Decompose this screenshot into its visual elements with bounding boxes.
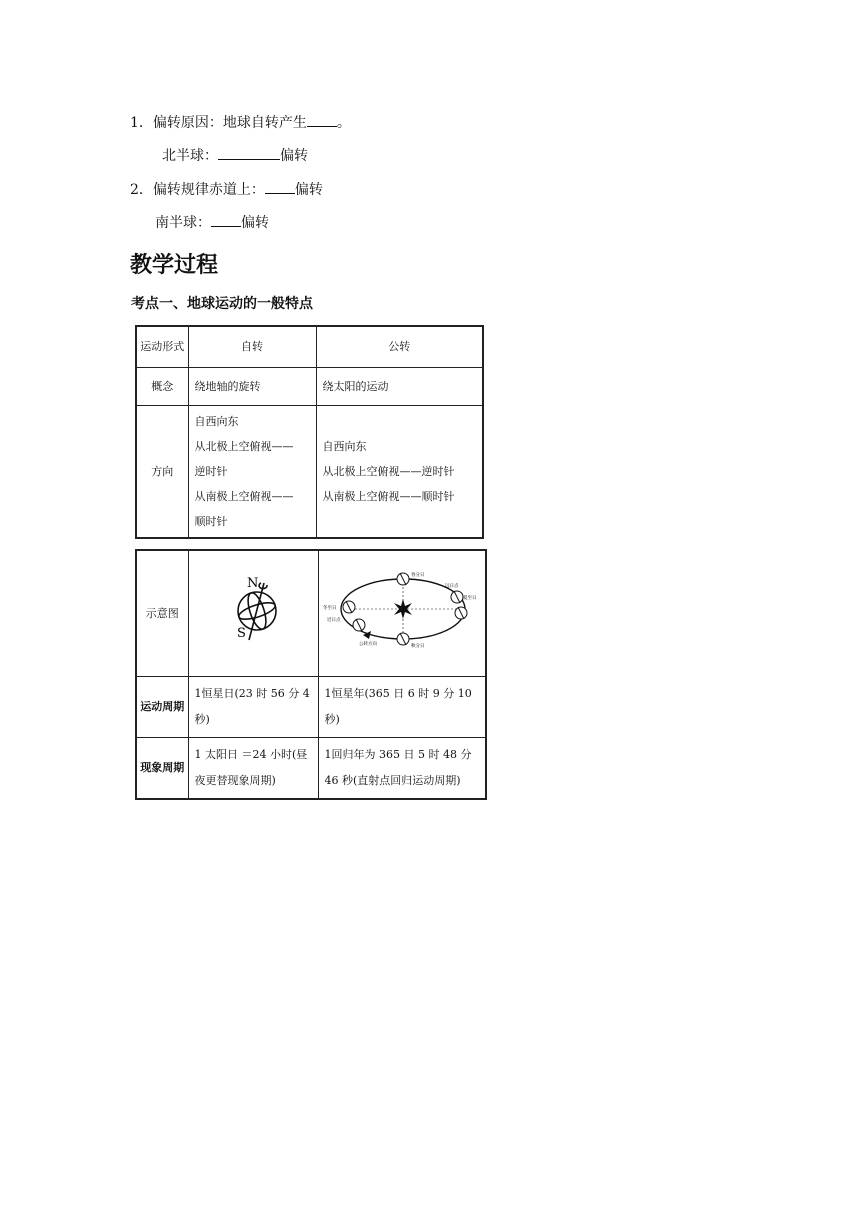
question-2 (130, 179, 323, 200)
row-label: 概念 (136, 368, 188, 406)
earth-position-icon (451, 591, 463, 603)
question-1 (130, 112, 351, 133)
direction-suffix: 偏转 (294, 182, 323, 198)
question-2-south (155, 212, 269, 233)
table-row (136, 550, 486, 677)
earth-position-icon (455, 607, 467, 619)
revolution-diagram-cell (318, 550, 486, 677)
table-cell: 绕太阳的运动 (316, 368, 483, 406)
cell-line: 从南极上空俯视—— (194, 490, 294, 503)
section-title: 教学过程 (130, 253, 219, 278)
table-header-cell: 运动形式 (136, 326, 188, 368)
cell-line: 自西向东 (194, 415, 239, 428)
question-number: 2． (130, 182, 153, 198)
table-row (136, 326, 483, 368)
table-header-cell: 自转 (188, 326, 316, 368)
earth-position-icon (353, 619, 365, 631)
earth-revolution-diagram (319, 551, 485, 667)
orbit-label: 近日点 (326, 618, 340, 623)
table-header-cell: 公转 (316, 326, 483, 368)
question-suffix: 。 (336, 115, 351, 131)
row-label: 运动周期 (136, 677, 188, 738)
earth-position-icon (343, 601, 355, 613)
question-number: 1． (130, 115, 153, 131)
cell-line: 从北极上空俯视——逆时针 (322, 465, 455, 478)
table-cell: 1恒星日(23 时 56 分 4 秒) (188, 677, 318, 738)
answer-blank[interactable] (211, 212, 241, 227)
answer-blank[interactable] (307, 112, 337, 127)
hemisphere-label: 北半球： (162, 148, 218, 164)
table-row (136, 738, 486, 800)
direction-suffix: 偏转 (241, 215, 269, 231)
earth-rotation-diagram (189, 551, 317, 667)
south-pole-label: S (236, 626, 246, 641)
table-row (136, 677, 486, 738)
cell-line: 自西向东 (322, 440, 367, 453)
north-pole-label: N (246, 576, 258, 591)
cell-line: 从南极上空俯视——顺时针 (322, 490, 455, 503)
orbit-label: 春分日 (410, 573, 424, 578)
earth-position-icon (397, 573, 409, 585)
cell-line: 顺时针 (194, 515, 228, 528)
cell-line: 逆时针 (194, 465, 228, 478)
answer-blank[interactable] (218, 145, 280, 160)
table-cell (188, 406, 316, 539)
answer-blank[interactable] (265, 179, 295, 194)
table-cell: 1回归年为 365 日 5 时 48 分 46 秒(直射点回归运动周期) (318, 738, 486, 800)
question-1-north (162, 145, 308, 166)
cell-line: 从北极上空俯视—— (194, 440, 294, 453)
earth-motion-table-2 (135, 549, 487, 800)
direction-suffix: 偏转 (280, 148, 308, 164)
orbit-label: 公转方向 (358, 642, 377, 647)
table-cell: 绕地轴的旋转 (188, 368, 316, 406)
orbit-label: 夏至日 (462, 596, 476, 601)
earth-motion-table-1 (135, 325, 484, 539)
orbit-label: 秋分日 (410, 644, 424, 649)
row-label: 方向 (136, 406, 188, 539)
table-cell: 1恒星年(365 日 6 时 9 分 10 秒) (318, 677, 486, 738)
rotation-diagram-cell (188, 550, 318, 677)
orbit-label: 冬至日 (322, 606, 336, 611)
table-cell: 1 太阳日 ＝24 小时(昼夜更替现象周期) (188, 738, 318, 800)
earth-position-icon (397, 633, 409, 645)
row-label: 现象周期 (136, 738, 188, 800)
orbit-label: 远日点 (444, 584, 458, 589)
question-text: 偏转原因：地球自转产生 (152, 115, 307, 131)
hemisphere-label: 南半球： (155, 215, 211, 231)
question-text: 偏转规律赤道上： (152, 182, 265, 198)
table-row (136, 368, 483, 406)
table-row (136, 406, 483, 539)
subsection-title: 考点一、地球运动的一般特点 (131, 296, 313, 312)
table-cell (316, 406, 483, 539)
row-label: 示意图 (136, 550, 188, 677)
